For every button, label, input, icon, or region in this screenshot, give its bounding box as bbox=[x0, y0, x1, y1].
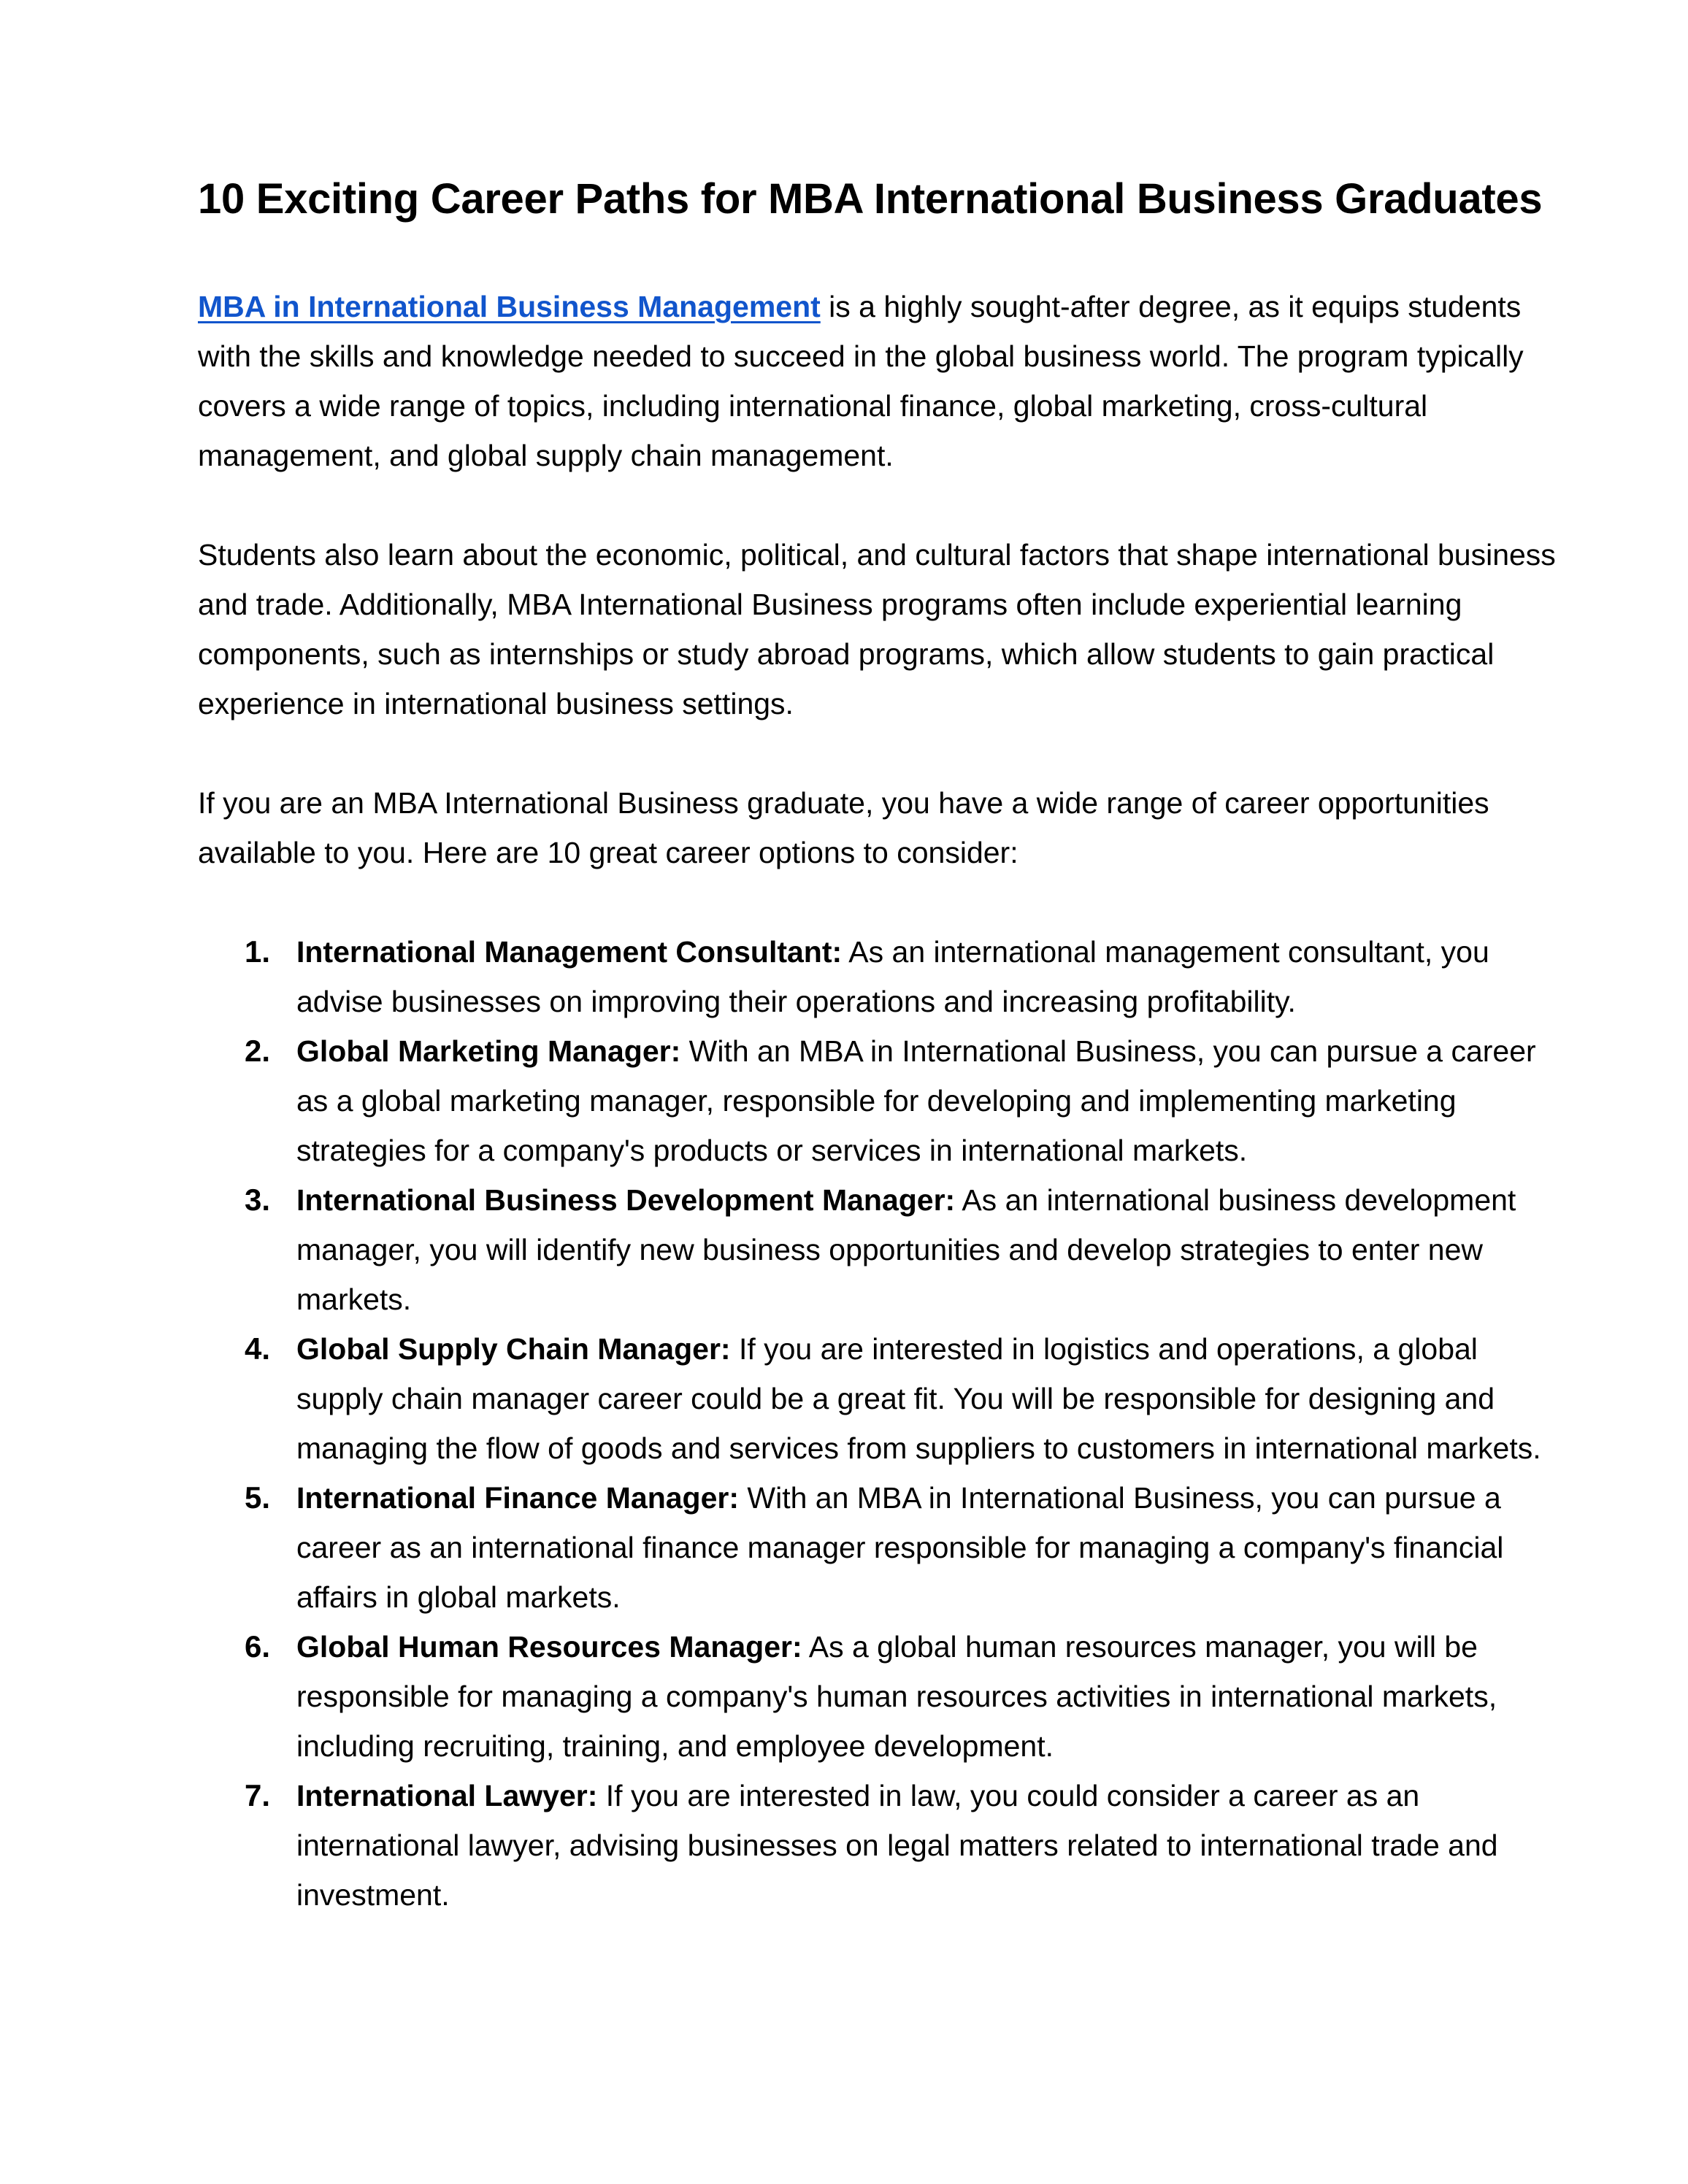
curriculum-paragraph: Students also learn about the economic, political, and cultural factors that shape international business and trade. Additionally, MBA International Business programs often include experiential learning components, such as internships or study abroad programs, which allow students to gain practical experience in international business settings. bbox=[198, 537, 1556, 720]
document-page bbox=[198, 174, 1570, 1920]
career-term: International Lawyer: bbox=[296, 1778, 598, 1812]
list-number: 5. bbox=[245, 1480, 271, 1515]
list-item bbox=[198, 1175, 1570, 1324]
list-number: 4. bbox=[245, 1331, 271, 1366]
career-description: With an MBA in International Business, you can pursue a career as a global marketing manager, responsible for developing and implementing marketing strategies for a company's products or services in international markets. bbox=[296, 1034, 1536, 1167]
intro-paragraph bbox=[198, 282, 1570, 480]
career-term: Global Supply Chain Manager: bbox=[296, 1331, 731, 1366]
list-number: 3. bbox=[245, 1182, 271, 1217]
career-list bbox=[198, 927, 1570, 1920]
mba-program-link[interactable]: MBA in International Business Management bbox=[198, 289, 821, 323]
list-item bbox=[198, 1622, 1570, 1771]
career-intro-paragraph: If you are an MBA International Business graduate, you have a wide range of career opportunities available to you. Here are 10 great career options to consider: bbox=[198, 785, 1489, 869]
list-item bbox=[198, 1473, 1570, 1622]
career-term: Global Human Resources Manager: bbox=[296, 1629, 802, 1664]
list-item bbox=[198, 1324, 1570, 1473]
list-number: 6. bbox=[245, 1629, 271, 1664]
list-item bbox=[198, 1026, 1570, 1175]
list-item bbox=[198, 1771, 1570, 1920]
career-description: If you are interested in logistics and operations, a global supply chain manager career could be a great fit. You will be responsible for designing and managing the flow of goods and services from suppliers to customers in international markets. bbox=[296, 1331, 1541, 1465]
career-term: International Finance Manager: bbox=[296, 1480, 739, 1515]
career-term: International Business Development Manager: bbox=[296, 1183, 956, 1217]
career-description: As a global human resources manager, you will be responsible for managing a company's human resources activities in international markets, including recruiting, training, and employee development. bbox=[296, 1629, 1497, 1763]
list-number: 1. bbox=[245, 934, 271, 969]
career-description: As an international management consultant, you advise businesses on improving their operations and increasing profitability. bbox=[296, 934, 1489, 1018]
list-number: 2. bbox=[245, 1033, 271, 1068]
career-term: Global Marketing Manager: bbox=[296, 1034, 681, 1068]
career-description: As an international business development manager, you will identify new business opportunities and develop strategies to enter new markets. bbox=[296, 1183, 1516, 1316]
page-title: 10 Exciting Career Paths for MBA International Business Graduates bbox=[198, 175, 1543, 223]
career-term: International Management Consultant: bbox=[296, 934, 843, 969]
list-number: 7. bbox=[245, 1777, 271, 1812]
list-item bbox=[198, 927, 1570, 1026]
career-description: If you are interested in law, you could consider a career as an international lawyer, advising businesses on legal matters related to international trade and investment. bbox=[296, 1778, 1498, 1912]
intro-text: is a highly sought-after degree, as it equips students with the skills and knowledge needed to succeed in the global business world. The program typically covers a wide range of topics, including international finance, global marketing, cross-cultural management, and global supply chain management. bbox=[198, 289, 1524, 472]
career-description: With an MBA in International Business, you can pursue a career as an international finance manager responsible for managing a company's financial affairs in global markets. bbox=[296, 1480, 1504, 1614]
